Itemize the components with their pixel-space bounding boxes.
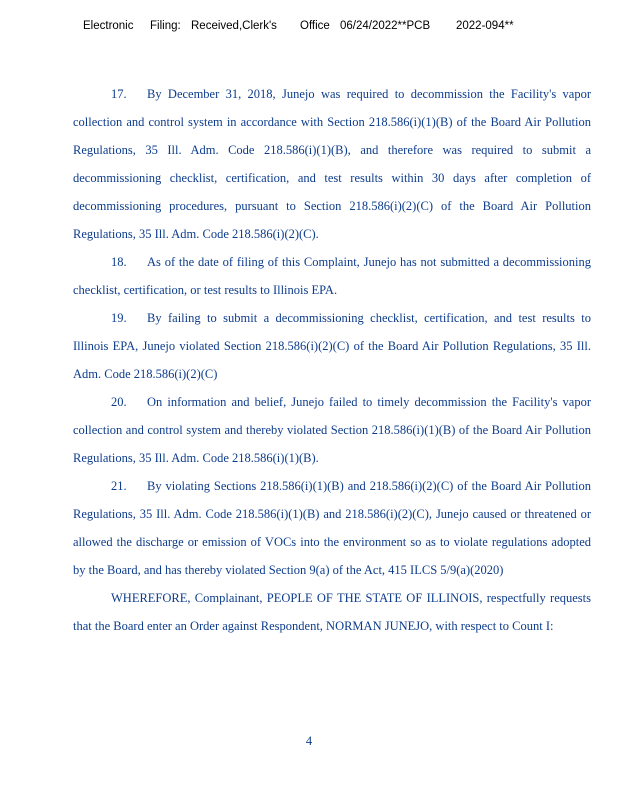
stamp-date: 06/24/2022**PCB (340, 20, 431, 32)
paragraph-18 (73, 248, 591, 304)
stamp-office: Office (300, 20, 330, 32)
paragraph-text: As of the date of filing of this Complaint, Junejo has not submitted a decommissioning checklist, certification, or test results to Illinois EPA. (73, 255, 591, 297)
page-number: 4 (305, 734, 313, 748)
paragraph-text: By failing to submit a decommissioning checklist, certification, and test results to Illinois EPA, Junejo violated Section 218.586(i)(2)(C) of the Board Air Pollution Regulations, 35 Ill. Adm. Code 218.586(i)(2)(C) (73, 311, 591, 381)
stamp-docket: 2022-094** (456, 20, 514, 32)
paragraph-21 (73, 472, 591, 584)
paragraph-19 (73, 304, 591, 388)
paragraph-number: 21. (111, 479, 127, 493)
wherefore-clause: WHEREFORE, Complainant, PEOPLE OF THE STATE OF ILLINOIS, respectfully requests that the Board enter an Order against Respondent, NORMAN JUNEJO, with respect to Count I: (73, 591, 591, 633)
paragraph-number: 20. (111, 395, 127, 409)
stamp-filing: Filing: (150, 20, 181, 32)
paragraph-17 (73, 80, 591, 248)
paragraph-text: On information and belief, Junejo failed to timely decommission the Facility's vapor collection and control system and thereby violated Section 218.586(i)(1)(B) of the Board Air Pollution Regulations, 35 Ill. Adm. Code 218.586(i)(1)(B). (73, 395, 591, 465)
paragraph-number: 18. (111, 255, 127, 269)
paragraph-text: By violating Sections 218.586(i)(1)(B) and 218.586(i)(2)(C) of the Board Air Pollution Regulations, 35 Ill. Adm. Code 218.586(i)(1)(B) and 218.586(i)(2)(C), Junejo caused or threatened or allowed the discharge or emission of VOCs into the environment so as to violate regulations adopted by the Board, and has thereby violated Section 9(a) of the Act, 415 ILCS 5/9(a)(2020) (73, 479, 591, 577)
paragraph-number: 17. (111, 87, 127, 101)
stamp-electronic: Electronic (83, 20, 134, 32)
paragraph-text: By December 31, 2018, Junejo was required to decommission the Facility's vapor collection and control system in accordance with Section 218.586(i)(1)(B) of the Board Air Pollution Regulations, 35 Ill. Adm. Code 218.586(i)(1)(B), and therefore was required to submit a decommissioning checklist, certification, and test results within 30 days after completion of decommissioning procedures, pursuant to Section 218.586(i)(2)(C) of the Board Air Pollution Regulations, 35 Ill. Adm. Code 218.586(i)(2)(C). (73, 87, 591, 241)
paragraph-20 (73, 388, 591, 472)
complaint-body (73, 80, 591, 640)
paragraph-number: 19. (111, 311, 127, 325)
stamp-received: Received,Clerk's (191, 20, 277, 32)
